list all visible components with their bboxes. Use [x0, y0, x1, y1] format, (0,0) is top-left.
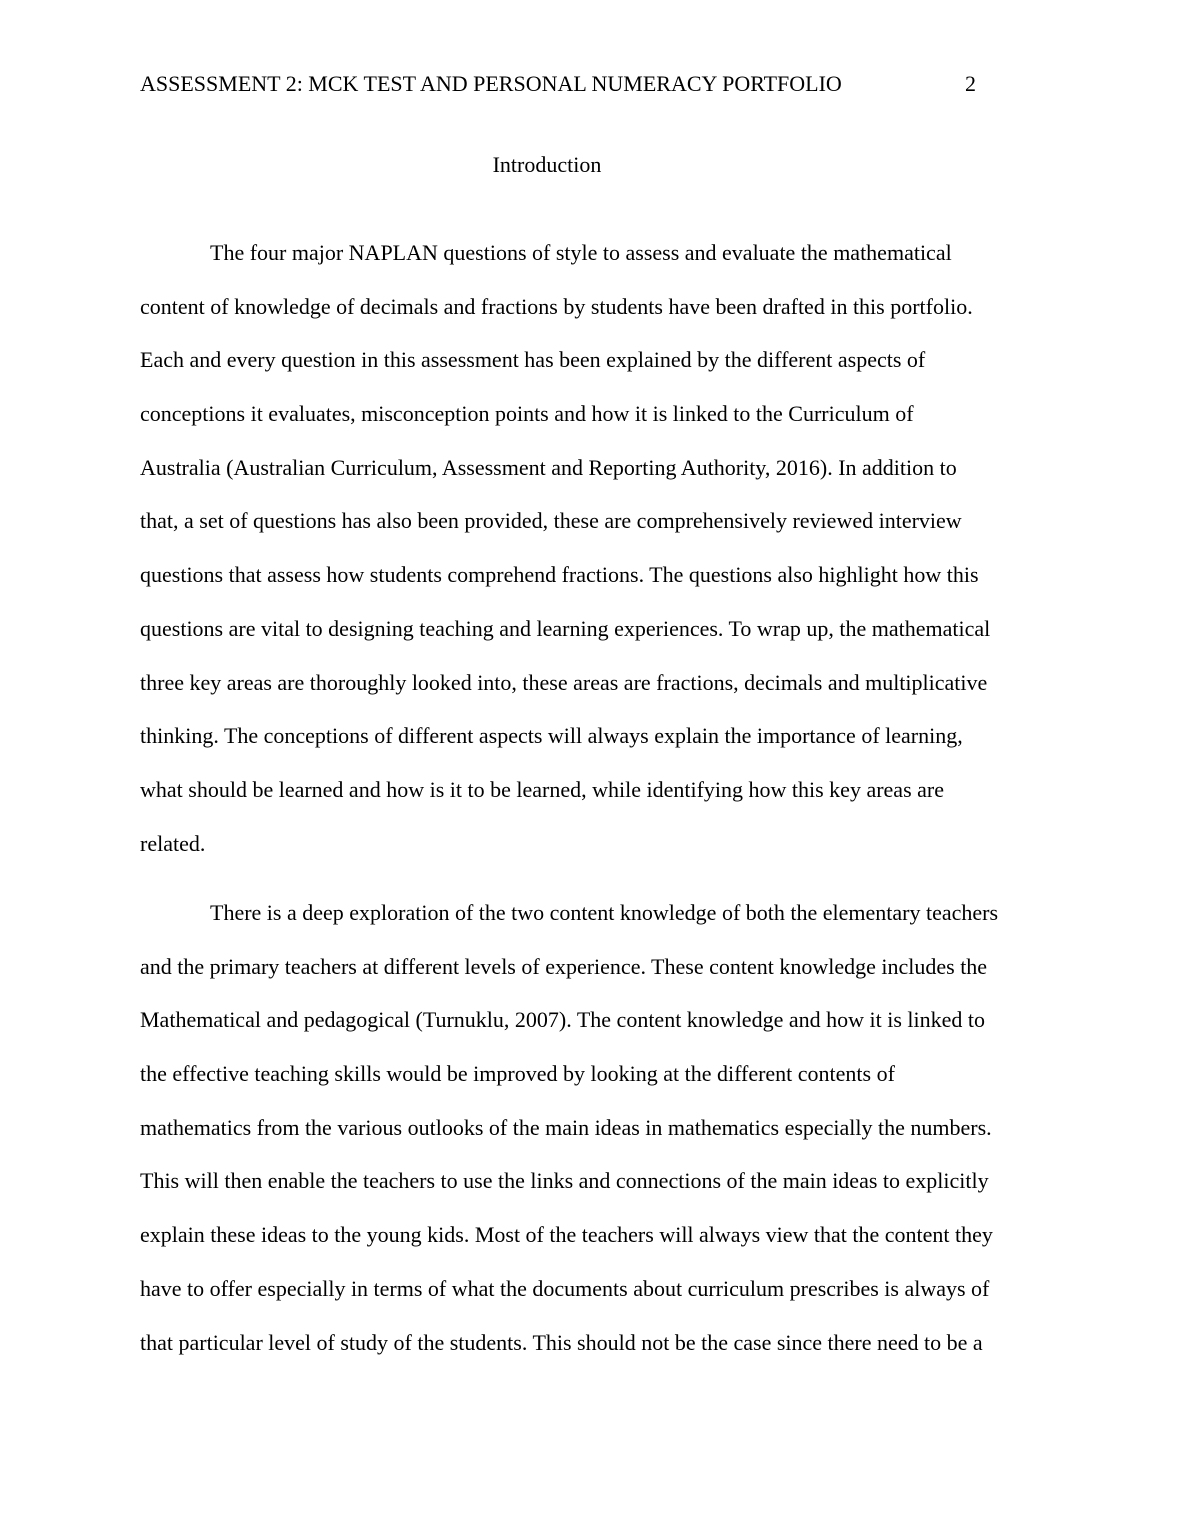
paragraph-line: and the primary teachers at different levels of experience. These content knowledge includes the	[140, 953, 988, 979]
paragraph-line: questions that assess how students comprehend fractions. The questions also highlight how this	[140, 562, 979, 588]
paragraph-line: that, a set of questions has also been provided, these are comprehensively reviewed interview	[140, 508, 962, 534]
paragraph-line: Mathematical and pedagogical (Turnuklu, 2007). The content knowledge and how it is linked to	[140, 1007, 985, 1033]
paragraph-line: There is a deep exploration of the two content knowledge of both the elementary teachers	[210, 900, 999, 925]
paragraph-line: that particular level of study of the students. This should not be the case since there need to be a	[140, 1329, 983, 1355]
running-head: ASSESSMENT 2: MCK TEST AND PERSONAL NUMERACY PORTFOLIO	[140, 71, 842, 96]
paragraph-line: questions are vital to designing teaching and learning experiences. To wrap up, the mathematical	[140, 615, 991, 641]
paragraph-line: Each and every question in this assessment has been explained by the different aspects of	[140, 347, 926, 373]
paragraph-line: three key areas are thoroughly looked into, these areas are fractions, decimals and multiplicative	[140, 669, 988, 695]
paragraph-1	[140, 239, 1050, 883]
paragraph-line: conceptions it evaluates, misconception points and how it is linked to the Curriculum of	[140, 401, 914, 427]
paragraph-line: content of knowledge of decimals and fractions by students have been drafted in this portfolio.	[140, 293, 973, 319]
paragraph-line: what should be learned and how is it to be learned, while identifying how this key areas are	[140, 776, 944, 802]
paragraph-2	[140, 899, 1050, 1382]
paragraph-line: mathematics from the various outlooks of the main ideas in mathematics especially the numbers.	[140, 1114, 992, 1140]
paragraph-line: thinking. The conceptions of different aspects will always explain the importance of learning,	[140, 723, 963, 749]
section-title: Introduction	[492, 152, 602, 177]
paragraph-line: This will then enable the teachers to use the links and connections of the main ideas to explicitly	[140, 1168, 989, 1194]
paragraph-line: have to offer especially in terms of what the documents about curriculum prescribes is always of	[140, 1275, 990, 1301]
paragraph-line: The four major NAPLAN questions of style to assess and evaluate the mathematical	[210, 240, 952, 265]
paragraph-line: explain these ideas to the young kids. Most of the teachers will always view that the content they	[140, 1222, 993, 1248]
page-number: 2	[965, 71, 976, 96]
paragraph-line: the effective teaching skills would be improved by looking at the different contents of	[140, 1061, 895, 1087]
paragraph-line: related.	[140, 830, 206, 856]
paragraph-line: Australia (Australian Curriculum, Assessment and Reporting Authority, 2016). In addition to	[140, 454, 957, 480]
